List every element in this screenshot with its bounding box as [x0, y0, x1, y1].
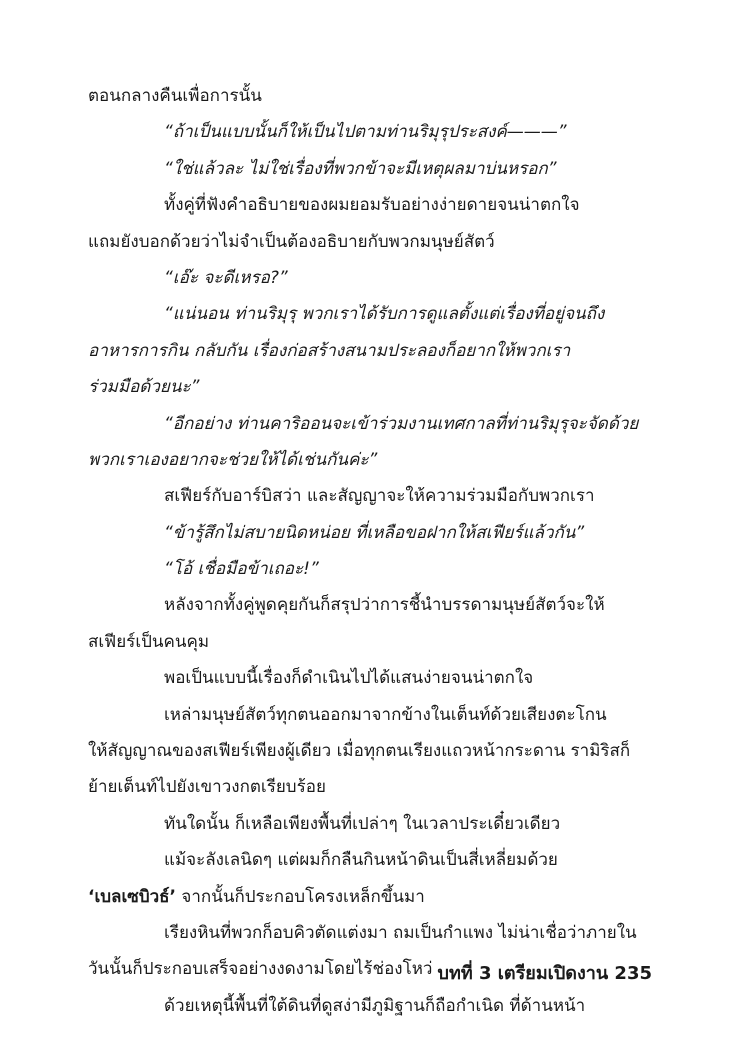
text-line: วันนั้นก็ประกอบเสร็จอย่างงดงามโดยไร้ช่องโหว่	[88, 959, 433, 980]
text-line: “ข้ารู้สึกไม่สบายนิดหน่อย ที่เหลือขอฝากให้สเฟียร์แล้วกัน”	[164, 522, 585, 543]
text-line: เหล่ามนุษย์สัตว์ทุกตนออกมาจากข้างในเต็นท์ด้วยเสียงตะโกน	[164, 704, 607, 725]
text-line: เรียงหินที่พวกก็อบคิวตัดแต่งมา ถมเป็นกำแพง ไม่น่าเชื่อว่าภายใน	[164, 922, 637, 943]
text-line: “โอ้ เชื่อมือข้าเถอะ!”	[164, 559, 319, 580]
text-line: “เอ๊ะ จะดีเหรอ?”	[164, 267, 288, 288]
text-line: อาหารการกิน กลับกัน เรื่องก่อสร้างสนามประลองก็อยากให้พวกเรา	[88, 340, 571, 361]
text-line: ร่วมมือด้วยนะ”	[88, 377, 200, 398]
text-line: สเฟียร์กับอาร์บิสว่า และสัญญาจะให้ความร่วมมือกับพวกเรา	[164, 486, 595, 507]
text-line: พวกเราเองอยากจะช่วยให้ได้เช่นกันค่ะ”	[88, 449, 378, 470]
text-line: ให้สัญญาณของสเฟียร์เพียงผู้เดียว เมื่อทุกตนเรียงแถวหน้ากระดาน รามิริสก็	[88, 741, 631, 762]
text-line: “แน่นอน ท่านริมุรุ พวกเราได้รับการดูแลตั้งแต่เรื่องที่อยู่จนถึง	[164, 304, 605, 325]
skill-name: ‘เบลเซบิวธ์’	[88, 886, 176, 907]
text-line: ทันใดนั้น ก็เหลือเพียงพื้นที่เปล่าๆ ในเวลาประเดี๋ยวเดียว	[164, 813, 561, 834]
text-line: ทั้งคู่ที่ฟังคำอธิบายของผมยอมรับอย่างง่ายดายจนน่าตกใจ	[164, 195, 580, 216]
text-line: พอเป็นแบบนี้เรื่องก็ดำเนินไปได้แสนง่ายจนน่าตกใจ	[164, 668, 534, 689]
text-line: “อีกอย่าง ท่านคาริออนจะเข้าร่วมงานเทศกาลที่ท่านริมุรุจะจัดด้วย	[164, 413, 639, 434]
body-text	[88, 78, 654, 1024]
text-line: แม้จะลังเลนิดๆ แต่ผมก็กลืนกินหน้าดินเป็นสี่เหลี่ยมด้วย	[164, 850, 558, 871]
text-line: “ใช่แล้วละ ไม่ใช่เรื่องที่พวกข้าจะมีเหตุผลมาบ่นหรอก”	[164, 158, 557, 179]
text-line: “ถ้าเป็นแบบนั้นก็ให้เป็นไปตามท่านริมุรุประสงค์———”	[164, 122, 567, 143]
text-line: สเฟียร์เป็นคนคุม	[88, 631, 210, 652]
text-line: แถมยังบอกด้วยว่าไม่จำเป็นต้องอธิบายกับพวกมนุษย์สัตว์	[88, 231, 495, 252]
text-line: หลังจากทั้งคู่พูดคุยกันก็สรุปว่าการชี้นำบรรดามนุษย์สัตว์จะให้	[164, 595, 605, 616]
text-line: ด้วยเหตุนี้พื้นที่ใต้ดินที่ดูสง่ามีภูมิฐานก็ถือกำเนิด ที่ด้านหน้า	[164, 995, 586, 1016]
text-line: ย้ายเต็นท์ไปยังเขาวงกตเรียบร้อย	[88, 777, 326, 798]
text-line: ตอนกลางคืนเพื่อการนั้น	[88, 86, 262, 106]
text-line: ‘เบลเซบิวธ์’ จากนั้นก็ประกอบโครงเหล็กขึ้นมา	[88, 886, 425, 907]
page-footer: บทที่ 3 เตรียมเปิดงาน 235	[437, 963, 652, 984]
